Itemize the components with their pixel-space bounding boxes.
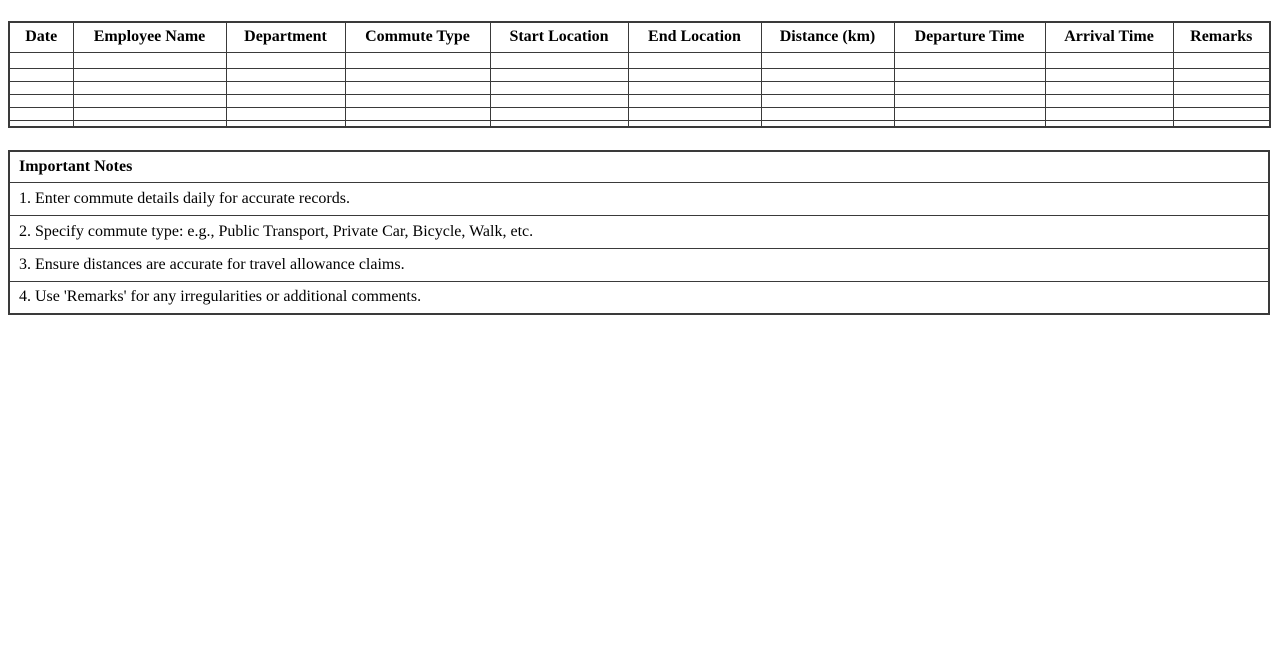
empty-cell [628,52,761,68]
note-row [9,182,1269,215]
column-header-commute-type: Commute Type [345,22,490,52]
commute-log-table [8,21,1271,128]
column-header-employee-name: Employee Name [73,22,226,52]
empty-cell [226,68,345,81]
empty-cell [226,52,345,68]
empty-cell [73,52,226,68]
empty-cell [1045,120,1173,127]
empty-cell [761,120,894,127]
empty-cell [9,107,73,120]
empty-cell [73,81,226,94]
empty-cell [1173,52,1270,68]
column-header-departure-time: Departure Time [894,22,1045,52]
empty-cell [226,81,345,94]
empty-cell [345,81,490,94]
empty-cell [9,68,73,81]
empty-cell [345,94,490,107]
empty-cell [73,94,226,107]
empty-cell [1045,107,1173,120]
empty-cell [1173,81,1270,94]
notes-title: Important Notes [9,151,1269,182]
empty-cell [490,68,628,81]
empty-cell [1173,120,1270,127]
empty-cell [1045,81,1173,94]
empty-cell [226,94,345,107]
empty-table-row [9,107,1270,120]
empty-cell [894,68,1045,81]
empty-cell [628,94,761,107]
table-header-row [9,22,1270,52]
note-item: 4. Use 'Remarks' for any irregularities or additional comments. [9,281,1269,314]
empty-table-row [9,120,1270,127]
empty-cell [1045,94,1173,107]
empty-cell [9,81,73,94]
column-header-remarks: Remarks [1173,22,1270,52]
column-header-end-location: End Location [628,22,761,52]
empty-cell [345,68,490,81]
empty-cell [73,107,226,120]
column-header-distance: Distance (km) [761,22,894,52]
note-item: 1. Enter commute details daily for accurate records. [9,182,1269,215]
empty-cell [894,94,1045,107]
empty-cell [345,120,490,127]
column-header-arrival-time: Arrival Time [1045,22,1173,52]
empty-cell [9,120,73,127]
note-row [9,215,1269,248]
empty-cell [894,52,1045,68]
empty-table-row [9,68,1270,81]
empty-cell [761,81,894,94]
empty-cell [490,120,628,127]
empty-cell [894,107,1045,120]
empty-cell [226,107,345,120]
empty-cell [73,68,226,81]
empty-cell [73,120,226,127]
column-header-date: Date [9,22,73,52]
empty-cell [628,81,761,94]
empty-cell [761,94,894,107]
empty-cell [9,52,73,68]
empty-cell [1173,94,1270,107]
note-row [9,281,1269,314]
empty-cell [1045,52,1173,68]
empty-cell [345,52,490,68]
note-row [9,248,1269,281]
empty-cell [894,81,1045,94]
commute-log-empty-rows [9,52,1270,127]
empty-cell [490,81,628,94]
note-item: 3. Ensure distances are accurate for travel allowance claims. [9,248,1269,281]
empty-cell [628,107,761,120]
empty-cell [894,120,1045,127]
empty-cell [1173,107,1270,120]
empty-cell [490,107,628,120]
empty-cell [761,52,894,68]
empty-cell [490,94,628,107]
note-item: 2. Specify commute type: e.g., Public Transport, Private Car, Bicycle, Walk, etc. [9,215,1269,248]
empty-cell [1045,68,1173,81]
empty-table-row [9,81,1270,94]
important-notes-table [8,150,1270,315]
empty-cell [628,68,761,81]
column-header-start-location: Start Location [490,22,628,52]
empty-cell [226,120,345,127]
empty-table-row [9,94,1270,107]
empty-cell [761,68,894,81]
empty-cell [761,107,894,120]
empty-cell [345,107,490,120]
notes-title-row [9,151,1269,182]
empty-cell [1173,68,1270,81]
empty-cell [9,94,73,107]
empty-cell [628,120,761,127]
column-header-department: Department [226,22,345,52]
empty-table-row [9,52,1270,68]
empty-cell [490,52,628,68]
